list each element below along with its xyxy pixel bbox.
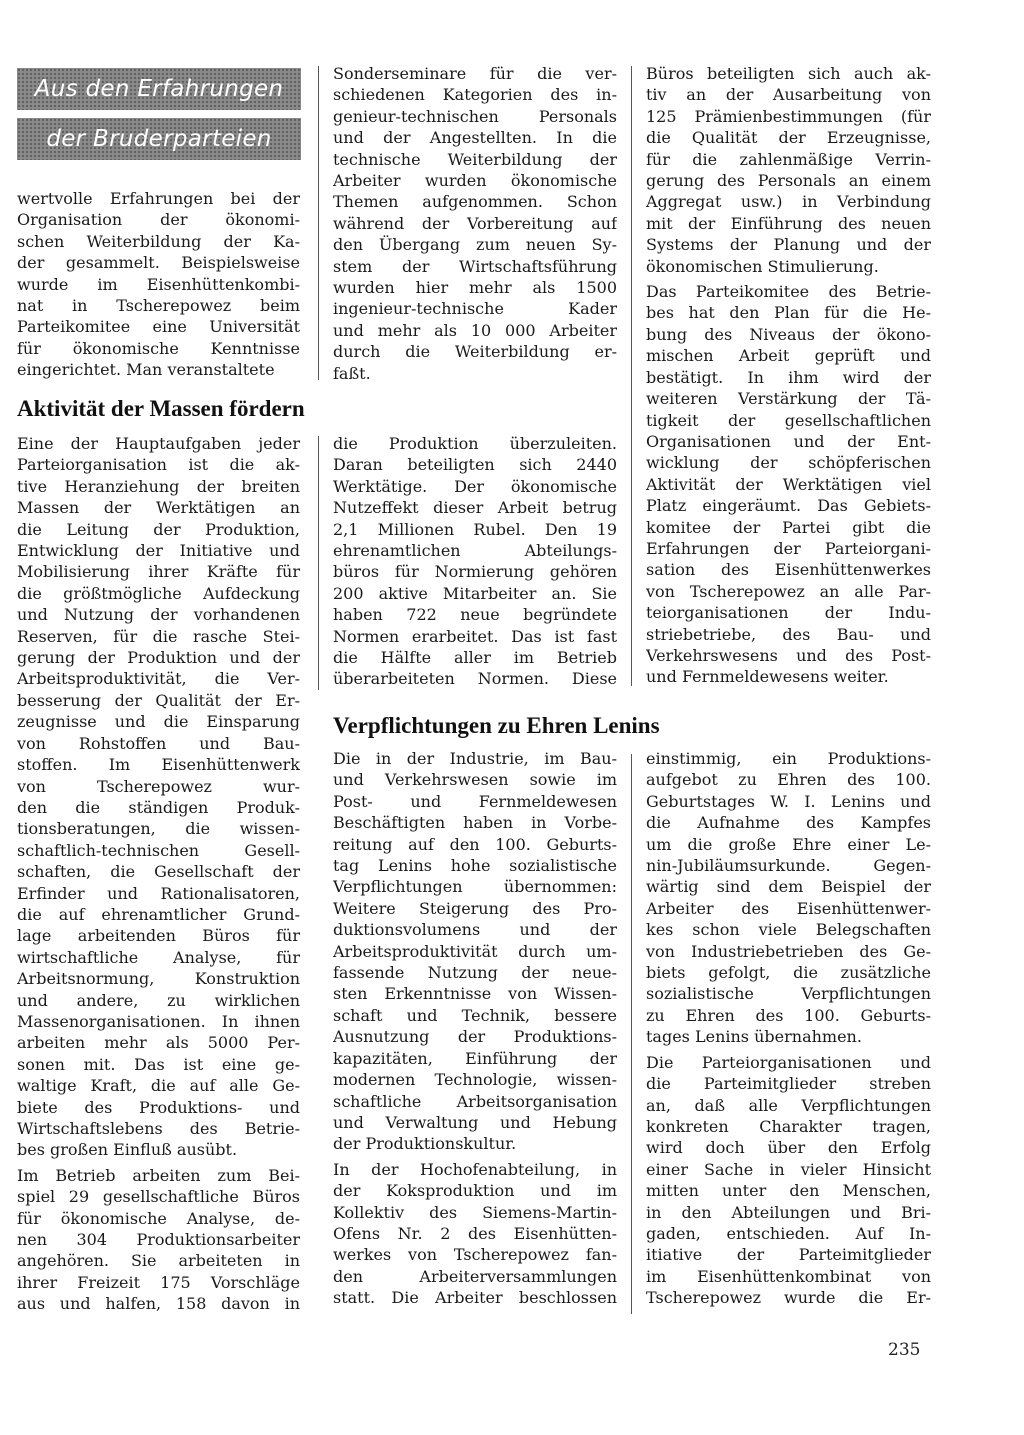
text-line: schiedenen Kategorien des in- <box>333 85 617 105</box>
text-line: tigkeit der gesellschaftlichen <box>646 410 931 430</box>
section-banner-line-1: Aus den Erfahrungen <box>17 68 301 110</box>
column-top-left <box>17 188 300 381</box>
text-line: gaden, entschieden. Auf In- <box>646 1223 931 1243</box>
text-line: Themen aufgenommen. Schon <box>333 192 617 212</box>
text-line: Verkehrswesens und des Post- <box>646 645 931 665</box>
text-line: tive Heranziehung der breiten <box>17 476 300 496</box>
text-line: statt. Die Arbeiter beschlossen <box>333 1288 617 1308</box>
text-line: die Aufnahme des Kampfes <box>646 813 931 833</box>
text-line: Entwicklung der Initiative und <box>17 541 300 561</box>
paragraph <box>646 1052 931 1309</box>
text-line: und Verwaltung und Hebung <box>333 1112 617 1132</box>
text-line: wurde im Eisenhüttenkombi- <box>17 274 300 294</box>
text-line: spiel 29 gesellschaftliche Büros <box>17 1187 300 1207</box>
text-line: Büros beteiligten sich auch ak- <box>646 64 931 83</box>
text-line: für die zahlenmäßige Verrin- <box>646 149 931 169</box>
text-line: faßt. <box>333 363 371 383</box>
text-line: schen Weiterbildung der Ka- <box>17 231 300 251</box>
text-line: einer Sache in vieler Hinsicht <box>646 1159 931 1179</box>
text-line: Aktivität der Werktätigen viel <box>646 474 931 494</box>
text-line: genieur-technischen Personals <box>333 106 617 126</box>
text-line: Arbeiter wurden ökonomische <box>333 171 617 191</box>
text-line: Im Betrieb arbeiten zum Bei- <box>17 1165 300 1185</box>
text-line: Werktätige. Der ökonomische <box>333 476 617 496</box>
paragraph <box>646 63 931 277</box>
text-line: eingerichtet. Man veranstaltete <box>17 360 275 380</box>
text-line: nen 304 Produktionsarbeiter <box>17 1230 300 1250</box>
text-line: ingenieur-technische Kader <box>333 299 617 319</box>
column-left-main <box>17 433 300 1315</box>
column-right-top <box>646 63 931 688</box>
text-line: tages Lenins übernahmen. <box>646 1027 862 1047</box>
text-line: wicklung der schöpferischen <box>646 453 931 473</box>
text-line: Arbeitsnormung, Konstruktion <box>17 969 300 989</box>
text-line: schaftlich-technischen Gesell- <box>17 840 300 860</box>
text-line: Arbeiter des Eisenhüttenwer- <box>646 898 931 918</box>
text-line: Eine der Hauptaufgaben jeder <box>17 434 300 453</box>
text-line: die Qualität der Erzeugnisse, <box>646 128 931 148</box>
paragraph <box>333 1159 617 1309</box>
text-line: wurden hier mehr als 1500 <box>333 278 617 298</box>
text-line: und der Angestellten. In die <box>333 128 617 148</box>
text-line: ehrenamtlichen Abteilungs- <box>333 541 617 561</box>
text-line: und Nutzung der vorhandenen <box>17 605 300 625</box>
text-line: itiative der Parteimitglieder <box>646 1245 931 1265</box>
column-middle-lower <box>333 748 617 1309</box>
text-line: waltige Kraft, die auf alle Ge- <box>17 1076 300 1096</box>
text-line: die Parteimitglieder streben <box>646 1074 931 1094</box>
text-line: Die in der Industrie, im Bau- <box>333 749 617 768</box>
paragraph <box>646 748 931 1048</box>
paragraph <box>333 748 617 1155</box>
text-line: die größtmögliche Aufdeckung <box>17 583 300 603</box>
text-line: duktionsvolumens und der <box>333 920 617 940</box>
text-line: bung des Niveaus der ökono- <box>646 324 931 344</box>
text-line: zu Ehren des 100. Geburts- <box>646 1005 931 1025</box>
text-line: Ausnutzung der Produktions- <box>333 1027 617 1047</box>
text-line: Daran beteiligten sich 2440 <box>333 455 617 475</box>
column-top-middle <box>333 63 617 384</box>
text-line: Wirtschaftslebens des Betrie- <box>17 1119 300 1138</box>
text-line: die auf ehrenamtlicher Grund- <box>17 904 300 924</box>
text-line: weiteren Verstärkung der Tä- <box>646 389 931 409</box>
text-line: an, daß alle Verpflichtungen <box>646 1095 931 1115</box>
text-line: Das Parteikomitee des Betrie- <box>646 282 931 302</box>
text-line: mit der Einführung des neuen <box>646 213 931 233</box>
section-heading: Aktivität der Massen fördern <box>17 396 305 421</box>
text-line: Arbeitsproduktivität durch um- <box>333 941 617 961</box>
text-line: für ökonomische Analyse, de- <box>17 1208 300 1228</box>
text-line: In der Hochofenabteilung, in <box>333 1159 617 1179</box>
text-line: wertvolle Erfahrungen bei der <box>17 189 300 208</box>
text-line: den Übergang zum neuen Sy- <box>333 235 617 255</box>
text-line: nin-Jubiläumsurkunde. Gegen- <box>646 856 931 876</box>
text-line: bestätigt. In ihm wird der <box>646 367 931 387</box>
text-line: Systems der Planung und der <box>646 235 931 255</box>
text-line: werkes von Tscherepowez fan- <box>333 1245 617 1265</box>
text-line: Mobilisierung ihrer Kräfte für <box>17 562 300 582</box>
text-line: tiv an der Ausarbeitung von <box>646 85 931 105</box>
text-line: und andere, zu wirklichen <box>17 990 300 1010</box>
text-line: wird doch über den Erfolg <box>646 1138 931 1158</box>
text-line: sation des Eisenhüttenwerkes <box>646 560 931 580</box>
text-line: Massen der Werktätigen an <box>17 498 300 518</box>
text-line: Organisationen und der Ent- <box>646 431 931 451</box>
text-line: schaft und Technik, bessere <box>333 1005 617 1025</box>
text-line: während der Vorbereitung auf <box>333 213 617 233</box>
text-line: den Arbeiterversammlungen <box>333 1266 617 1286</box>
text-line: Verpflichtungen übernommen: <box>333 877 617 897</box>
paragraph <box>17 433 300 1161</box>
text-line: tionsberatungen, die wissen- <box>17 819 300 839</box>
text-line: aufgebot zu Ehren des 100. <box>646 770 931 790</box>
text-line: sten Erkenntnisse von Wissen- <box>333 984 617 1004</box>
text-line: und mehr als 10 000 Arbeiter <box>333 320 617 340</box>
text-line: von Rohstoffen und Bau- <box>17 733 300 753</box>
text-line: den die ständigen Produk- <box>17 797 300 817</box>
text-line: Erfinder und Rationalisatoren, <box>17 883 300 903</box>
text-line: Beschäftigten haben in Vorbe- <box>333 813 617 833</box>
text-line: tag Lenins hohe sozialistische <box>333 856 617 876</box>
section-heading: Verpflichtungen zu Ehren Lenins <box>333 713 660 738</box>
text-line: für ökonomische Kenntnisse <box>17 338 300 358</box>
text-line: Post- und Fernmeldewesen <box>333 791 617 811</box>
text-line: der gesammelt. Beispielsweise <box>17 253 300 273</box>
text-line: in den Abteilungen und Bri- <box>646 1202 931 1222</box>
text-line: kes schon viele Belegschaften <box>646 920 931 940</box>
text-line: Normen erarbeitet. Das ist fast <box>333 626 617 646</box>
text-line: sonen mit. Das ist eine ge- <box>17 1054 300 1074</box>
text-line: Parteiorganisation ist die ak- <box>17 455 300 475</box>
text-line: angehören. Sie arbeiteten in <box>17 1251 300 1271</box>
text-line: der Koksproduktion und im <box>333 1181 617 1201</box>
text-line: Die Parteiorganisationen und <box>646 1052 931 1072</box>
column-rule <box>318 66 319 380</box>
column-middle-upper <box>333 433 617 690</box>
text-line: Geburtstages W. I. Lenins und <box>646 791 931 811</box>
text-line: komitee der Partei gibt die <box>646 517 931 537</box>
text-line: bes hat den Plan für die He- <box>646 303 931 323</box>
text-line: und Verkehrswesen sowie im <box>333 770 617 790</box>
text-line: besserung der Qualität der Er- <box>17 690 300 710</box>
text-line: Massenorganisationen. In ihnen <box>17 1011 300 1031</box>
text-line: modernen Technologie, wissen- <box>333 1070 617 1090</box>
text-line: überarbeiteten Normen. Diese <box>333 669 617 689</box>
text-line: kapazitäten, Einführung der <box>333 1048 617 1068</box>
text-line: 2,1 Millionen Rubel. Den 19 <box>333 519 617 539</box>
text-line: Kollektiv des Siemens-Martin- <box>333 1202 617 1222</box>
text-line: 125 Prämienbestimmungen (für <box>646 106 931 126</box>
text-line: mischen Arbeit geprüft und <box>646 346 931 366</box>
text-line: konkreten Charakter tragen, <box>646 1116 931 1136</box>
text-line: reitung auf den 100. Geburts- <box>333 834 617 854</box>
text-line: mitten unter den Menschen, <box>646 1181 931 1201</box>
text-line: Organisation der ökonomi- <box>17 210 300 230</box>
text-line: fassende Nutzung der neue- <box>333 963 617 983</box>
column-right-lower <box>646 748 931 1309</box>
paragraph <box>333 63 617 384</box>
text-line: nat in Tscherepowez beim <box>17 296 300 316</box>
text-line: teiorganisationen der Indu- <box>646 603 931 623</box>
text-line: zeugnisse und die Einsparung <box>17 712 300 732</box>
text-line: im Eisenhüttenkombinat von <box>646 1266 931 1286</box>
text-line: stoffen. Im Eisenhüttenwerk <box>17 755 300 775</box>
text-line: Weitere Steigerung des Pro- <box>333 898 617 918</box>
text-line: der Produktionskultur. <box>333 1134 517 1154</box>
text-line: Sonderseminare für die ver- <box>333 64 617 83</box>
text-line: gerung der Produktion und der <box>17 648 300 668</box>
text-line: Ofens Nr. 2 des Eisenhütten- <box>333 1223 617 1243</box>
column-rule <box>318 436 319 690</box>
section-banner-line-2: der Bruderparteien <box>17 118 301 160</box>
text-line: von Tscherepowez an alle Par- <box>646 581 931 601</box>
text-line: stem der Wirtschaftsführung <box>333 256 617 276</box>
text-line: einstimmig, ein Produktions- <box>646 749 931 768</box>
text-line: Parteikomitee eine Universität <box>17 317 300 337</box>
text-line: gerung des Personals an einem <box>646 171 931 191</box>
text-line: Platz eingeräumt. Das Gebiets- <box>646 496 931 516</box>
text-line: Aggregat usw.) in Verbindung <box>646 192 931 212</box>
text-line: sozialistische Verpflichtungen <box>646 984 931 1004</box>
paragraph <box>17 188 300 381</box>
text-line: durch die Weiterbildung er- <box>333 342 617 362</box>
text-line: büros für Normierung gehören <box>333 562 617 582</box>
text-line: schaftliche Arbeitsorganisation <box>333 1091 617 1111</box>
page-number: 235 <box>888 1340 921 1360</box>
text-line: haben 722 neue begründete <box>333 605 617 625</box>
text-line: wirtschaftliche Analyse, für <box>17 947 300 967</box>
text-line: aus und halfen, 158 davon in <box>17 1294 300 1314</box>
text-line: technische Weiterbildung der <box>333 149 617 169</box>
text-line: 200 aktive Mitarbeiter an. Sie <box>333 583 617 603</box>
text-line: schaften, die Gesellschaft der <box>17 862 300 882</box>
text-line: wärtig sind dem Beispiel der <box>646 877 931 897</box>
text-line: lage arbeitenden Büros für <box>17 926 300 946</box>
paragraph <box>646 281 931 688</box>
text-line: ihrer Freizeit 175 Vorschläge <box>17 1272 300 1292</box>
paragraph <box>333 433 617 690</box>
paragraph <box>17 1165 300 1315</box>
text-line: Arbeitsproduktivität, die Ver- <box>17 669 300 689</box>
text-line: biete des Produktions- und <box>17 1097 300 1117</box>
text-line: Tscherepowez wurde die Er- <box>646 1288 931 1308</box>
text-line: und Fernmeldewesens weiter. <box>646 667 889 687</box>
text-line: striebetriebe, des Bau- und <box>646 624 931 644</box>
text-line: von Industriebetrieben des Ge- <box>646 941 931 961</box>
text-line: um die große Ehre einer Le- <box>646 834 931 854</box>
text-line: die Produktion überzuleiten. <box>333 434 617 453</box>
text-line: Reserven, für die rasche Stei- <box>17 626 300 646</box>
text-line: arbeiten mehr als 5000 Per- <box>17 1033 300 1053</box>
text-line: biets gefolgt, die zusätzliche <box>646 963 931 983</box>
column-rule <box>631 66 632 686</box>
text-line: die Leitung der Produktion, <box>17 519 300 539</box>
text-line: bes großen Einfluß ausübt. <box>17 1140 238 1160</box>
text-line: die Hälfte aller im Betrieb <box>333 648 617 668</box>
text-line: von Tscherepowez wur- <box>17 776 300 796</box>
column-rule <box>631 754 632 1314</box>
text-line: ökonomischen Stimulierung. <box>646 256 879 276</box>
text-line: Erfahrungen der Parteiorgani- <box>646 538 931 558</box>
text-line: Nutzeffekt dieser Arbeit betrug <box>333 498 617 518</box>
